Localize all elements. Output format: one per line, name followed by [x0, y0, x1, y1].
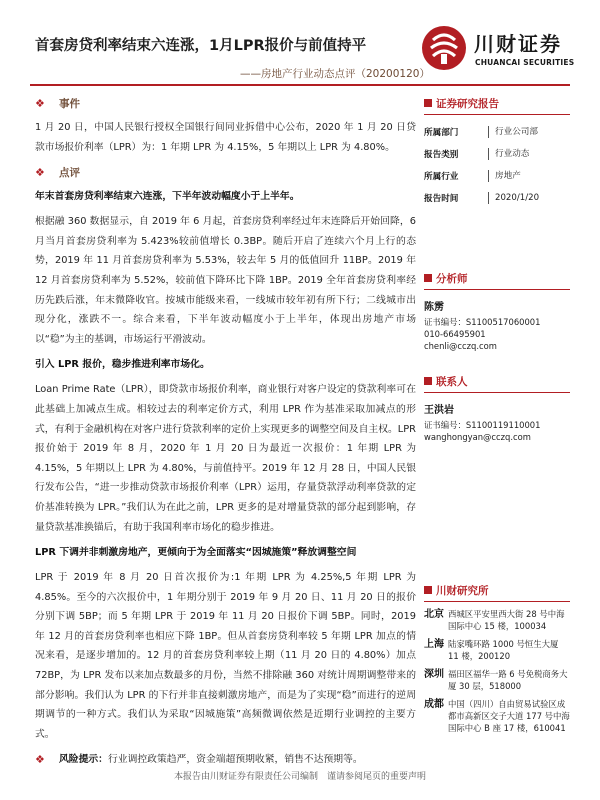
- paragraph-lpr-policy: LPR 于 2019 年 8 月 20 日首次报价为:1 年期 LPR 为 4.25%,5 年期 LPR 为 4.85%。至今的六次报价中，1 年期分别于 2019 年 9 月 20 日、11 月 20 日的报价分别下调 5BP；而 5 年期 LPR 于 2019 年 11 月 20 日报价下调 5BP。同时，2019 年 12 月的首套房贷利率也相应下降 1BP。但从首套房贷利率较 5 年期 LPR 加点的情况来看，是逐步增加的。12 月的首套房贷利率较上期（11 月 20 日的 4.80%）加点 72BP，为 LPR 发布以来加点数最多的月份，当然不排除融 360 对统计周期调整带来的部分影响。我们认为 LPR 的下行并非直接刺激房地产，而是为了实现“稳”而进行的逆周期调节的一种方式。我们认为采取“因城施策”高频微调依然是近期行业调控的主要方式。: [35, 572, 416, 740]
- analyst-heading-label: 分析师: [436, 272, 468, 285]
- contact-name: 王洪岩: [424, 405, 454, 416]
- info-value: 行业公司部: [488, 126, 538, 138]
- subheading-lpr-policy: LPR 下调并非刺激房地产，更倾向于为全面落实“因城施策”释放调整空间: [35, 547, 357, 559]
- paragraph-rate-trend: 根据融 360 数据显示，自 2019 年 6 月起，首套房贷利率经过年末连降后开始回降，6 月当月首套房贷利率为 5.423%较前值增长 0.3BP。随后开启了连续六个月上行的态势，2019 年 11 月首套房贷利率为 5.53%，较去年 5 月的低值回升 11BP。2019 年 12 月首套房贷利率为 5.52%，较前值下降环比下降 1BP。2019 全年首套房贷利率经历先跌后涨，年末微降收官。按城市能级来看，一线城市较年初有所下行；二线城市出现分化，涨跌不一。综合来看，下半年波动幅度小于上半年，体现出房地产市场以“稳”为主的基调，市场运行平滑波动。: [35, 216, 416, 345]
- institute-city: 上海: [424, 639, 444, 650]
- institute-address: 中国（四川）自由贸易试验区成都市高新区交子大道 177 号中海国际中心 B 座 17 楼，610041: [448, 699, 570, 733]
- info-key: 报告时间: [424, 194, 459, 204]
- institute-shenzhen: [424, 668, 570, 692]
- square-bullet-icon: [424, 274, 432, 282]
- institute-city: 成都: [424, 699, 444, 710]
- report-title: 首套房贷利率结束六连涨，1月LPR报价与前值持平: [35, 38, 367, 54]
- institute-address: 西城区平安里西大街 28 号中海国际中心 15 楼，100034: [448, 609, 565, 631]
- subheading-rate-trend: 年末首套房贷利率结束六连涨，下半年波动幅度小于上半年。: [35, 191, 300, 203]
- square-bullet-icon: [424, 99, 432, 107]
- info-row-date: [424, 187, 570, 209]
- institute-heading: [424, 581, 570, 599]
- report-info-heading-label: 证券研究报告: [436, 97, 499, 110]
- institute-chengdu: [424, 698, 570, 734]
- paragraph-lpr-intro: Loan Prime Rate（LPR），即贷款市场报价利率，商业银行对客户设定的贷款利率可在此基础上加减点生成。相较过去的利率定价方式，利用 LPR 作为基准采取加减点的形式，有利于金融机构在对客户进行贷款利率的定价上实现更多的调整空间及自主权。LPR 报价始于 2019 年 8 月，2020 年 1 月 20 日为最近一次报价：1 年期 LPR 为 4.15%，5 年期以上 LPR 为 4.80%，与前值持平。2019 年 12 月 28 日，中国人民银行发布公告，“进一步推动贷款市场报价利率（LPR）运用，存量贷款浮动利率贷款的定价基准转换为 LPR。”我们认为在此之前，LPR 更多的是对增量贷款的部分起到影响，存量贷款基准换锚后，有助于我国利率市场化的稳步推进。: [35, 384, 416, 533]
- event-text: 1 月 20 日，中国人民银行授权全国银行间同业拆借中心公布，2020 年 1 月 20 日贷款市场报价利率（LPR）为：1 年期 LPR 为 4.15%，5 年期以上 LPR 为 4.80%。: [35, 122, 416, 153]
- info-row-industry: [424, 165, 570, 187]
- info-row-department: [424, 121, 570, 143]
- event-heading: [35, 94, 416, 112]
- company-logo: [420, 24, 590, 74]
- analyst-email[interactable]: chenli@cczq.com: [424, 341, 497, 351]
- risk-label: 风险提示：: [59, 754, 108, 766]
- analyst-heading: [424, 269, 570, 287]
- header-divider: [30, 84, 570, 86]
- contact-email[interactable]: wanghongyan@cczq.com: [424, 432, 531, 442]
- diamond-bullet-icon: ❖: [35, 96, 45, 110]
- analyst-name: 陈雳: [424, 302, 444, 313]
- institute-heading-label: 川财研究所: [436, 584, 489, 597]
- info-value: 房地产: [488, 170, 521, 182]
- comment-heading-label: 点评: [59, 166, 80, 179]
- diamond-bullet-icon: ❖: [35, 165, 45, 179]
- logo-text-cn: 川财证券: [474, 32, 562, 56]
- analyst-cert: 证书编号：S1100517060001: [424, 317, 541, 327]
- logo-text-en: CHUANCAI SECURITIES: [475, 58, 575, 67]
- institute-address: 福田区福华一路 6 号免税商务大厦 30 层，518000: [448, 669, 568, 691]
- institute-shanghai: [424, 638, 570, 662]
- sidebar-divider: [424, 601, 570, 602]
- institute-city: 深圳: [424, 669, 444, 680]
- info-row-category: [424, 143, 570, 165]
- info-value: 行业动态: [488, 148, 529, 160]
- sidebar-divider: [424, 289, 570, 290]
- contact-heading: [424, 372, 570, 390]
- institute-beijing: [424, 608, 570, 632]
- main-content: [35, 94, 416, 769]
- institute-address: 陆家嘴环路 1000 号恒生大厦 11 楼，200120: [448, 639, 559, 661]
- subheading-lpr-intro: 引入 LPR 报价，稳步推进利率市场化。: [35, 359, 210, 371]
- info-key: 报告类别: [424, 150, 459, 160]
- info-value: 2020/1/20: [488, 192, 539, 204]
- chuancai-logo-icon: [420, 24, 468, 72]
- square-bullet-icon: [424, 586, 432, 594]
- sidebar: [424, 94, 570, 740]
- risk-text: 行业调控政策趋严，资金端超预期收紧，销售不达预期等。: [107, 754, 363, 766]
- contact-heading-label: 联系人: [436, 375, 468, 388]
- diamond-bullet-icon: ❖: [35, 753, 45, 767]
- comment-heading: [35, 163, 416, 181]
- info-key: 所属行业: [424, 172, 459, 182]
- info-key: 所属部门: [424, 128, 459, 138]
- event-heading-label: 事件: [59, 97, 80, 110]
- page-footer: 本报告由川财证券有限责任公司编制 谨请参阅尾页的重要声明: [173, 772, 426, 782]
- sidebar-divider: [424, 392, 570, 393]
- report-subtitle: ——房地产行业动态点评（20200120）: [240, 68, 430, 80]
- sidebar-divider: [424, 114, 570, 115]
- risk-warning: [35, 750, 416, 769]
- square-bullet-icon: [424, 377, 432, 385]
- institute-city: 北京: [424, 609, 444, 620]
- analyst-phone: 010-66495901: [424, 329, 486, 339]
- contact-cert: 证书编号：S1100119110001: [424, 420, 541, 430]
- report-info-heading: [424, 94, 570, 112]
